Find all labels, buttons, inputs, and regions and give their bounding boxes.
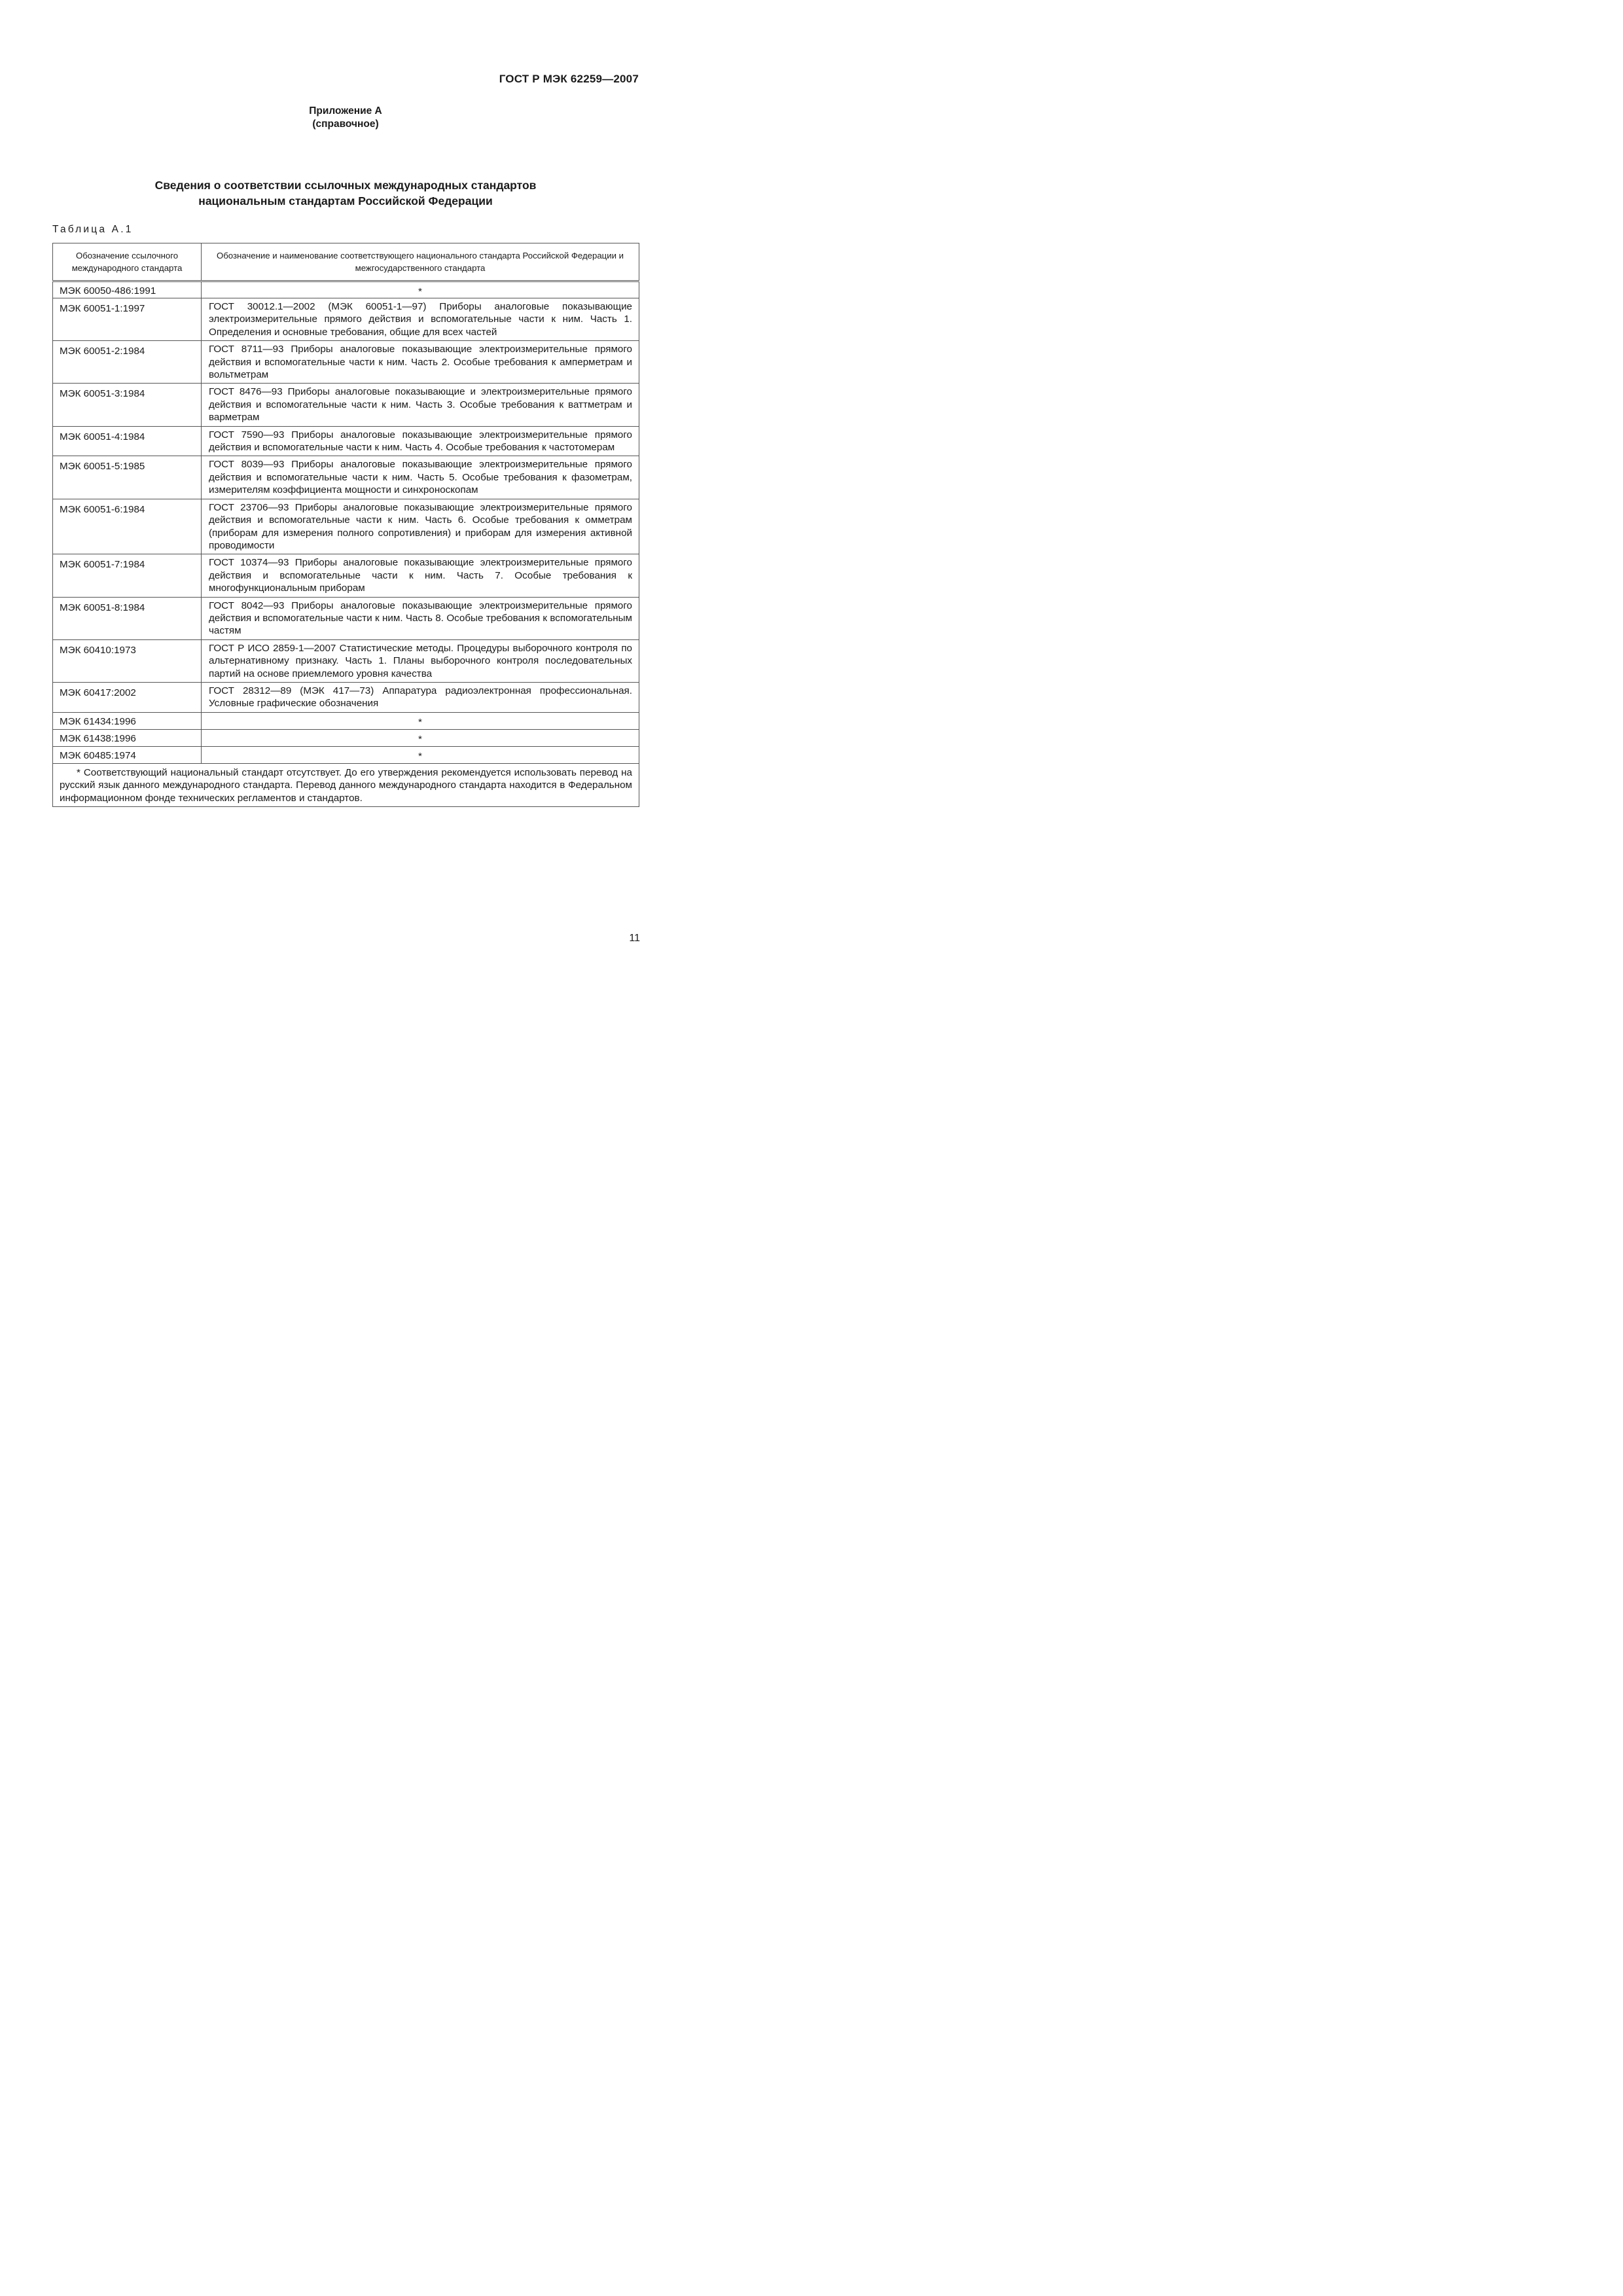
- ref-standard-cell: МЭК 60417:2002: [53, 682, 202, 712]
- ref-standard-cell: МЭК 60051-7:1984: [53, 554, 202, 597]
- table-header-row: [53, 243, 639, 281]
- national-standard-cell: ГОСТ 30012.1—2002 (МЭК 60051-1—97) Приборы аналоговые показывающие электроизмерительные прямого действия и вспомогательные части к ним. Часть 1. Определения и основные требования, общие для всех частей: [202, 298, 639, 341]
- table-row: [53, 499, 639, 554]
- table-row: [53, 682, 639, 712]
- national-standard-cell: ГОСТ 10374—93 Приборы аналоговые показывающие электроизмерительные прямого действия и вспомогательные части к ним. Часть 7. Особые требования к многофункциональным приборам: [202, 554, 639, 597]
- ref-standard-cell: МЭК 61438:1996: [53, 729, 202, 746]
- ref-standard-cell: МЭК 60051-8:1984: [53, 597, 202, 639]
- ref-standard-cell: МЭК 60410:1973: [53, 639, 202, 682]
- table-row: [53, 639, 639, 682]
- appendix-heading: [0, 105, 691, 131]
- national-standard-cell: ГОСТ 28312—89 (МЭК 417—73) Аппаратура радиоэлектронная профессиональная. Условные графические обозначения: [202, 682, 639, 712]
- ref-standard-cell: МЭК 60051-2:1984: [53, 341, 202, 384]
- table-label: Таблица А.1: [52, 224, 134, 235]
- ref-standard-cell: МЭК 60050-486:1991: [53, 281, 202, 298]
- table-row: [53, 554, 639, 597]
- table-row: [53, 729, 639, 746]
- appendix-type: (справочное): [312, 118, 379, 130]
- table-row: [53, 597, 639, 639]
- section-title-line-2: национальным стандартам Российской Федерации: [198, 194, 493, 207]
- national-standard-cell: ГОСТ 8042—93 Приборы аналоговые показывающие электроизмерительные прямого действия и вспомогательные части к ним. Часть 8. Особые требования к вспомогательным частям: [202, 597, 639, 639]
- ref-standard-cell: МЭК 60051-5:1985: [53, 456, 202, 499]
- national-standard-cell: ГОСТ 8039—93 Приборы аналоговые показывающие электроизмерительные прямого действия и вспомогательные части к ним. Часть 5. Особые требования к фазометрам, измерителям коэффициента мощности и синхроноскопам: [202, 456, 639, 499]
- national-standard-cell: *: [202, 746, 639, 763]
- table-row: [53, 746, 639, 763]
- table-footnote-row: [53, 763, 639, 806]
- ref-standard-cell: МЭК 60051-3:1984: [53, 384, 202, 426]
- ref-standard-cell: МЭК 60485:1974: [53, 746, 202, 763]
- table-row: [53, 456, 639, 499]
- ref-standard-cell: МЭК 61434:1996: [53, 712, 202, 729]
- appendix-title: Приложение А: [309, 105, 382, 117]
- national-standard-cell: ГОСТ 8711—93 Приборы аналоговые показывающие электроизмерительные прямого действия и вспомогательные части к ним. Часть 2. Особые требования к амперметрам и вольтметрам: [202, 341, 639, 384]
- ref-standard-cell: МЭК 60051-6:1984: [53, 499, 202, 554]
- national-standard-cell: ГОСТ 7590—93 Приборы аналоговые показывающие электроизмерительные прямого действия и вспомогательные части к ним. Часть 4. Особые требования к частотомерам: [202, 426, 639, 456]
- national-standard-cell: *: [202, 729, 639, 746]
- table-row: [53, 281, 639, 298]
- table-footnote: * Соответствующий национальный стандарт отсутствует. До его утверждения рекомендуется использовать перевод на русский язык данного международного стандарта. Перевод данного международного стандарта находится в Федеральном информационном фонде технических регламентов и стандартов.: [53, 763, 639, 806]
- column-header-national: Обозначение и наименование соответствующего национального стандарта Российской Федерации и межгосударственного стандарта: [202, 243, 639, 281]
- standards-correspondence-table: [52, 243, 639, 807]
- table-row: [53, 298, 639, 341]
- column-header-ref: Обозначение ссылочного международного стандарта: [53, 243, 202, 281]
- document-code: ГОСТ Р МЭК 62259—2007: [499, 73, 639, 85]
- national-standard-cell: *: [202, 712, 639, 729]
- ref-standard-cell: МЭК 60051-1:1997: [53, 298, 202, 341]
- ref-standard-cell: МЭК 60051-4:1984: [53, 426, 202, 456]
- national-standard-cell: ГОСТ Р ИСО 2859-1—2007 Статистические методы. Процедуры выборочного контроля по альтернативному признаку. Часть 1. Планы выборочного контроля последовательных партий на основе приемлемого уровня качества: [202, 639, 639, 682]
- national-standard-cell: *: [202, 281, 639, 298]
- national-standard-cell: ГОСТ 8476—93 Приборы аналоговые показывающие и электроизмерительные прямого действия и вспомогательные части к ним. Часть 3. Особые требования к ваттметрам и варметрам: [202, 384, 639, 426]
- section-title: [0, 177, 691, 209]
- page-number: 11: [629, 933, 640, 944]
- section-title-line-1: Сведения о соответствии ссылочных международных стандартов: [154, 179, 537, 192]
- table-row: [53, 384, 639, 426]
- table-row: [53, 341, 639, 384]
- national-standard-cell: ГОСТ 23706—93 Приборы аналоговые показывающие электроизмерительные прямого действия и вспомогательные части к ним. Часть 6. Особые требования к омметрам (приборам для измерения полного сопротивления) и приборам для измерения активной проводимости: [202, 499, 639, 554]
- table-row: [53, 712, 639, 729]
- table-row: [53, 426, 639, 456]
